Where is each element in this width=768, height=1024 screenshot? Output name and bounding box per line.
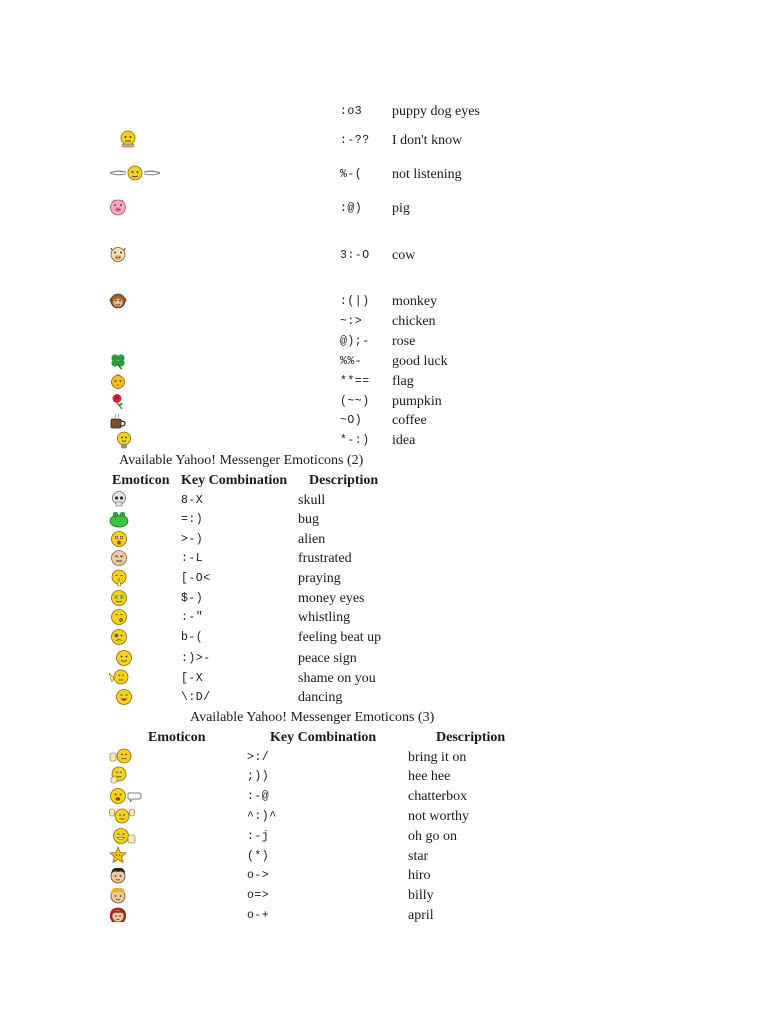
key-combination: (*) — [247, 850, 270, 863]
hee-hee-icon — [109, 766, 127, 784]
description: skull — [298, 493, 326, 508]
description: cow — [392, 248, 416, 263]
column-header-description: Description — [309, 473, 379, 488]
key-combination: *-:) — [340, 434, 370, 447]
column-header-emoticon: Emoticon — [112, 473, 170, 488]
description: chatterbox — [408, 789, 468, 804]
key-combination: :)>- — [181, 652, 211, 665]
description: shame on you — [298, 671, 376, 686]
key-combination: o-+ — [247, 909, 270, 922]
description: not listening — [392, 167, 462, 182]
description: hiro — [408, 868, 431, 883]
key-combination: >-) — [181, 533, 204, 546]
description: bug — [298, 512, 319, 527]
april-icon — [109, 906, 127, 924]
not-worthy-icon — [109, 806, 135, 824]
key-combination: :-" — [181, 611, 204, 624]
description: frustrated — [298, 551, 352, 566]
pig-icon — [109, 198, 127, 216]
key-combination: >:/ — [247, 751, 270, 764]
description: chicken — [392, 314, 436, 329]
section-title: Available Yahoo! Messenger Emoticons (2) — [119, 453, 364, 468]
description: idea — [392, 433, 416, 448]
oh-go-on-icon — [112, 827, 136, 845]
description: coffee — [392, 413, 427, 428]
skull-icon — [110, 490, 128, 508]
key-combination: %%- — [340, 355, 363, 368]
description: pig — [392, 201, 410, 216]
whistling-icon — [110, 608, 128, 626]
idea-icon — [115, 431, 133, 449]
key-combination: o=> — [247, 889, 270, 902]
key-combination: 8-X — [181, 494, 204, 507]
chicken-icon — [109, 372, 127, 390]
clover-icon — [109, 352, 127, 370]
description: not worthy — [408, 809, 470, 824]
key-combination: :@) — [340, 202, 363, 215]
description: dancing — [298, 690, 343, 705]
description: hee hee — [408, 769, 451, 784]
description: good luck — [392, 354, 448, 369]
description: pumpkin — [392, 394, 442, 409]
description: star — [408, 849, 429, 864]
description: april — [408, 908, 434, 923]
cow-icon — [109, 245, 127, 263]
description: feeling beat up — [298, 630, 382, 645]
key-combination: :-@ — [247, 790, 270, 803]
key-combination: (~~) — [340, 395, 370, 408]
key-combination: :o3 — [340, 105, 363, 118]
not-listening-icon — [109, 164, 161, 182]
beat-up-icon — [110, 628, 128, 646]
description: alien — [298, 532, 326, 547]
alien-icon — [110, 530, 128, 548]
billy-icon — [109, 886, 127, 904]
key-combination: 3:-O — [340, 249, 370, 262]
key-combination: o-> — [247, 869, 270, 882]
key-combination: %-( — [340, 168, 363, 181]
key-combination: :-j — [247, 830, 270, 843]
key-combination: b-( — [181, 631, 204, 644]
description: billy — [408, 888, 434, 903]
key-combination: [-O< — [181, 572, 211, 585]
description: monkey — [392, 294, 438, 309]
section-title: Available Yahoo! Messenger Emoticons (3) — [190, 710, 435, 725]
bring-it-on-icon — [109, 747, 133, 765]
key-combination: :-L — [181, 552, 204, 565]
chatterbox-icon — [109, 787, 143, 805]
column-header-key-combination: Key Combination — [270, 730, 377, 745]
key-combination: :-?? — [340, 134, 370, 147]
description: puppy dog eyes — [392, 104, 480, 119]
shame-on-you-icon — [108, 668, 130, 686]
key-combination: ^:)^ — [247, 810, 277, 823]
coffee-icon — [109, 412, 127, 430]
column-header-key-combination: Key Combination — [181, 473, 288, 488]
column-header-description: Description — [436, 730, 506, 745]
description: bring it on — [408, 750, 467, 765]
key-combination: $-) — [181, 592, 204, 605]
hiro-icon — [109, 866, 127, 884]
description: oh go on — [408, 829, 457, 844]
rose-icon — [109, 392, 127, 410]
praying-icon — [110, 569, 128, 587]
frustrated-icon — [110, 549, 128, 567]
description: whistling — [298, 610, 351, 625]
description: money eyes — [298, 591, 365, 606]
bug-icon — [108, 510, 130, 528]
key-combination: **== — [340, 375, 370, 388]
key-combination: @);- — [340, 335, 370, 348]
monkey-icon — [109, 292, 127, 310]
key-combination: ~:> — [340, 315, 363, 328]
key-combination: \:D/ — [181, 691, 211, 704]
description: praying — [298, 571, 341, 586]
key-combination: ;)) — [247, 770, 270, 783]
star-icon — [109, 846, 127, 864]
key-combination: :(|) — [340, 295, 370, 308]
description: I don't know — [392, 133, 463, 148]
column-header-emoticon: Emoticon — [148, 730, 206, 745]
shrug-icon — [119, 130, 137, 148]
key-combination: =:) — [181, 513, 204, 526]
dancing-icon — [115, 688, 133, 706]
description: peace sign — [298, 651, 357, 666]
description: flag — [392, 374, 414, 389]
description: rose — [392, 334, 416, 349]
money-eyes-icon — [110, 589, 128, 607]
key-combination: ~O) — [340, 414, 363, 427]
peace-sign-icon — [115, 649, 133, 667]
key-combination: [-X — [181, 672, 204, 685]
